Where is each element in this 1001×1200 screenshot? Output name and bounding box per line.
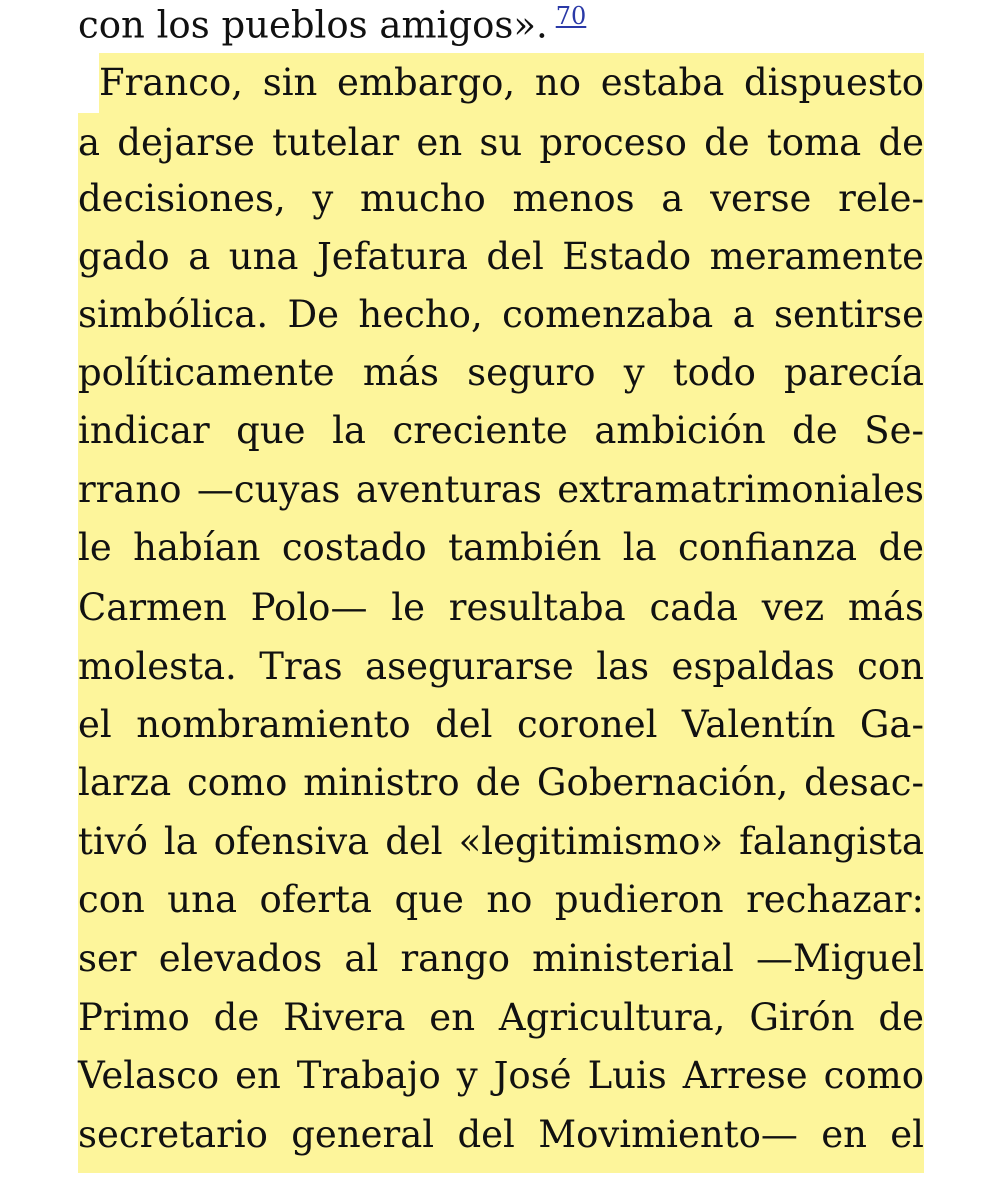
paragraph-line-8: rrano —cuyas aventuras extramatrimoniales: [78, 468, 924, 511]
paragraph-line-17: Primo de Rivera en Agricultura, Girón de: [78, 996, 924, 1039]
paragraph-line-14: tivó la ofensiva del «legitimismo» falangista: [78, 820, 924, 863]
paragraph-line-18: Velasco en Trabajo y José Luis Arrese como: [78, 1054, 924, 1097]
paragraph-line-7: indicar que la creciente ambición de Se-: [78, 409, 924, 452]
previous-paragraph-text: con los pueblos amigos».: [78, 3, 548, 47]
paragraph-line-4: gado a una Jefatura del Estado meramente: [78, 235, 924, 278]
paragraph-line-9: le habían costado también la confianza de: [78, 526, 924, 569]
paragraph-line-15: con una oferta que no pudieron rechazar:: [78, 878, 924, 921]
paragraph-line-10: Carmen Polo— le resultaba cada vez más: [78, 586, 924, 629]
paragraph-line-11: molesta. Tras asegurarse las espaldas con: [78, 645, 924, 688]
paragraph-line-19: secretario general del Movimiento— en el: [78, 1113, 924, 1156]
paragraph-line-1: Franco, sin embargo, no estaba dispuesto: [99, 61, 924, 104]
previous-paragraph-last-line: [78, 0, 924, 46]
paragraph-line-16: ser elevados al rango ministerial —Miguel: [78, 937, 924, 980]
paragraph-line-6: políticamente más seguro y todo parecía: [78, 351, 924, 394]
paragraph-line-12: el nombramiento del coronel Valentín Ga-: [78, 703, 924, 746]
paragraph-line-2: a dejarse tutelar en su proceso de toma de: [78, 121, 924, 164]
paragraph-line-3: decisiones, y mucho menos a verse rele-: [78, 177, 924, 220]
paragraph-line-5: simbólica. De hecho, comenzaba a sentirse: [78, 293, 924, 336]
paragraph-line-13: larza como ministro de Gobernación, desac-: [78, 761, 924, 804]
footnote-link-70[interactable]: 70: [555, 2, 587, 30]
